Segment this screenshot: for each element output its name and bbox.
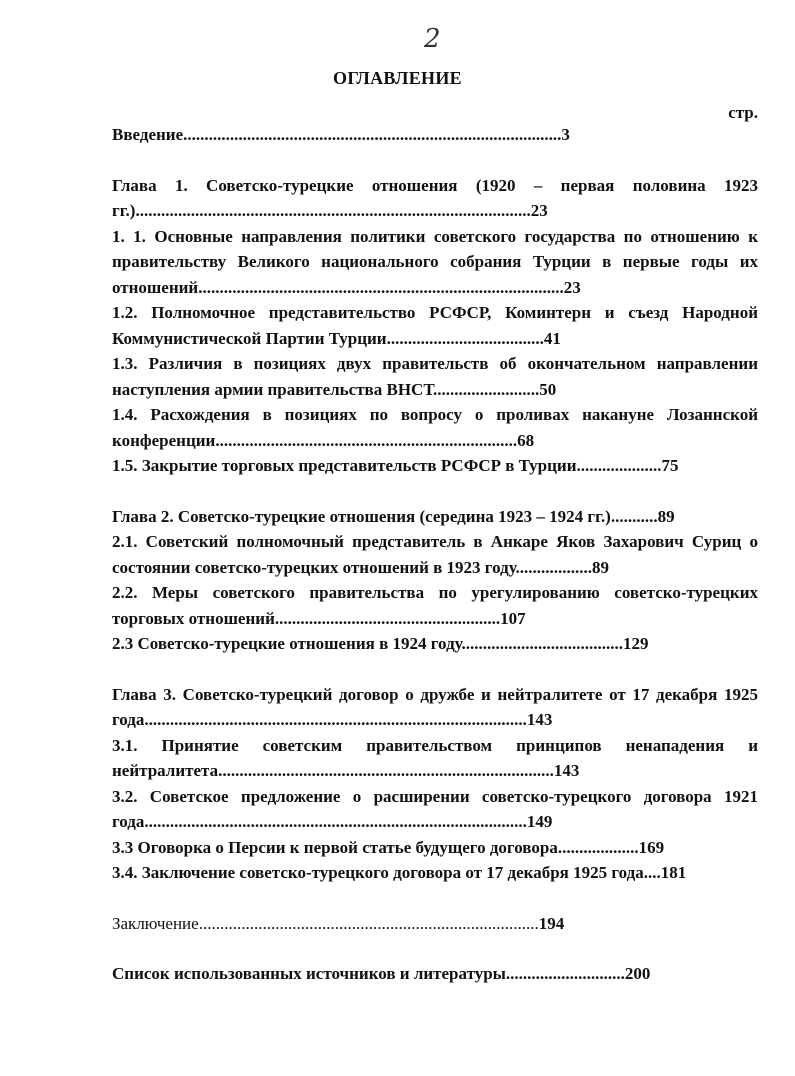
toc-entry-page: 23 xyxy=(563,277,581,297)
toc-entry-3-2[interactable] xyxy=(112,784,758,835)
leader-dots: ..................................... xyxy=(386,328,544,348)
toc-entry-page: 89 xyxy=(592,557,610,577)
toc-entry-page: 129 xyxy=(622,634,649,653)
toc-entry-chapter-1[interactable] xyxy=(112,173,758,224)
toc-entry-2-1[interactable] xyxy=(112,529,758,580)
leader-dots: ............................................................................... xyxy=(218,761,554,780)
leader-dots: ............................ xyxy=(505,964,625,983)
toc-entry-title: 1.4. Расхождения в позициях по вопросу о проливах накануне Лозаннской конференции xyxy=(112,405,758,450)
toc-entry-title: 3.2. Советское предложение о расширении советско-турецкого договора 1921 года xyxy=(112,786,758,831)
page-title: ОГЛАВЛЕНИЕ xyxy=(333,68,462,88)
page-column-label: стр. xyxy=(728,103,758,122)
toc-entry-page: 68 xyxy=(517,430,535,450)
toc-entry-page: 41 xyxy=(543,328,561,348)
toc-entry-page: 89 xyxy=(657,506,675,526)
toc-entry-page: 143 xyxy=(526,710,553,729)
toc-entry-page: 50 xyxy=(539,379,557,399)
toc-entry-page: 23 xyxy=(530,201,548,220)
toc-entry-page: 75 xyxy=(661,456,679,475)
toc-entry-introduction[interactable] xyxy=(112,122,758,148)
toc-entry-title: 3.4. Заключение советско-турецкого договора от 17 декабря 1925 года xyxy=(112,863,644,882)
toc-entry-3-3[interactable] xyxy=(112,835,758,861)
toc-entry-2-2[interactable] xyxy=(112,580,758,631)
toc-entry-chapter-3[interactable] xyxy=(112,682,758,733)
toc-entry-3-1[interactable] xyxy=(112,733,758,784)
leader-dots: .......................................................................................... xyxy=(144,812,527,831)
toc-entry-title: Заключение xyxy=(112,913,199,933)
leader-dots: ...................................... xyxy=(461,634,623,653)
handwritten-page-number: 2 xyxy=(424,24,441,54)
toc-entry-page: 181 xyxy=(660,863,687,882)
leader-dots: .... xyxy=(643,863,661,882)
toc-entry-1-5[interactable] xyxy=(112,453,758,479)
toc-entry-title: Введение xyxy=(112,125,184,144)
leader-dots: ......................... xyxy=(432,379,540,399)
toc-entry-3-4[interactable] xyxy=(112,860,758,886)
toc-entry-chapter-2[interactable] xyxy=(112,504,758,530)
toc-entry-title: Глава 2. Советско-турецкие отношения (середина 1923 – 1924 гг.) xyxy=(112,506,611,526)
leader-dots: .................... xyxy=(576,456,662,475)
toc-entry-page: 143 xyxy=(553,761,580,780)
toc-entry-page: 200 xyxy=(624,964,651,983)
toc-entry-page: 3 xyxy=(561,125,570,144)
toc-entry-1-3[interactable] xyxy=(112,351,758,402)
toc-entry-title: 1. 1. Основные направления политики советского государства по отношению к правительству Великого национального собрания Турции в первые годы их отношений xyxy=(112,226,758,297)
leader-dots: ............................................................................................. xyxy=(135,201,531,220)
toc-entry-1-1[interactable] xyxy=(112,224,758,301)
toc-entry-conclusion[interactable] xyxy=(112,911,758,937)
leader-dots: ......................................................................................... xyxy=(183,125,562,144)
table-of-contents xyxy=(112,122,758,987)
toc-entry-title: 2.1. Советский полномочный представитель в Анкаре Яков Захарович Суриц о состоянии советско-турецких отношений в 1923 году xyxy=(112,532,758,577)
toc-entry-page: 194 xyxy=(538,913,565,933)
toc-entry-1-4[interactable] xyxy=(112,402,758,453)
leader-dots: ...................................................................................... xyxy=(198,277,564,297)
toc-entry-title: 1.5. Закрытие торговых представительств РСФСР в Турции xyxy=(112,456,577,475)
leader-dots: ................................................................................ xyxy=(198,913,539,933)
toc-entry-title: 2.3 Советско-турецкие отношения в 1924 году xyxy=(112,634,462,653)
leader-dots: ................... xyxy=(557,837,639,857)
toc-entry-1-2[interactable] xyxy=(112,300,758,351)
toc-entry-title: Глава 3. Советско-турецкий договор о дружбе и нейтралитете от 17 декабря 1925 года xyxy=(112,684,758,729)
toc-entry-page: 149 xyxy=(526,812,553,831)
toc-entry-title: Список использованных источников и литературы xyxy=(112,964,506,983)
toc-entry-page: 107 xyxy=(500,608,526,628)
toc-entry-title: 2.2. Меры советского правительства по урегулированию советско-турецких торговых отношений xyxy=(112,583,758,628)
toc-entry-page: 169 xyxy=(638,837,665,857)
leader-dots: ..................................................... xyxy=(274,608,501,628)
toc-entry-title: 1.3. Различия в позициях двух правительств об окончательном направлении наступления армии правительства ВНСТ xyxy=(112,354,758,399)
leader-dots: ........... xyxy=(610,506,658,526)
leader-dots: .......................................................................................... xyxy=(144,710,527,729)
toc-entry-bibliography[interactable] xyxy=(112,961,758,987)
leader-dots: .................. xyxy=(515,557,593,577)
toc-entry-title: Глава 1. Советско-турецкие отношения (1920 – первая половина 1923 гг.) xyxy=(112,175,758,220)
toc-entry-title: 3.3 Оговорка о Персии к первой статье будущего договора xyxy=(112,837,558,857)
toc-entry-2-3[interactable] xyxy=(112,631,758,657)
leader-dots: ....................................................................... xyxy=(215,430,518,450)
toc-entry-title: 1.2. Полномочное представительство РСФСР, Коминтерн и съезд Народной Коммунистической Партии Турции xyxy=(112,303,758,348)
toc-entry-title: 3.1. Принятие советским правительством принципов ненападения и нейтралитета xyxy=(112,735,758,780)
